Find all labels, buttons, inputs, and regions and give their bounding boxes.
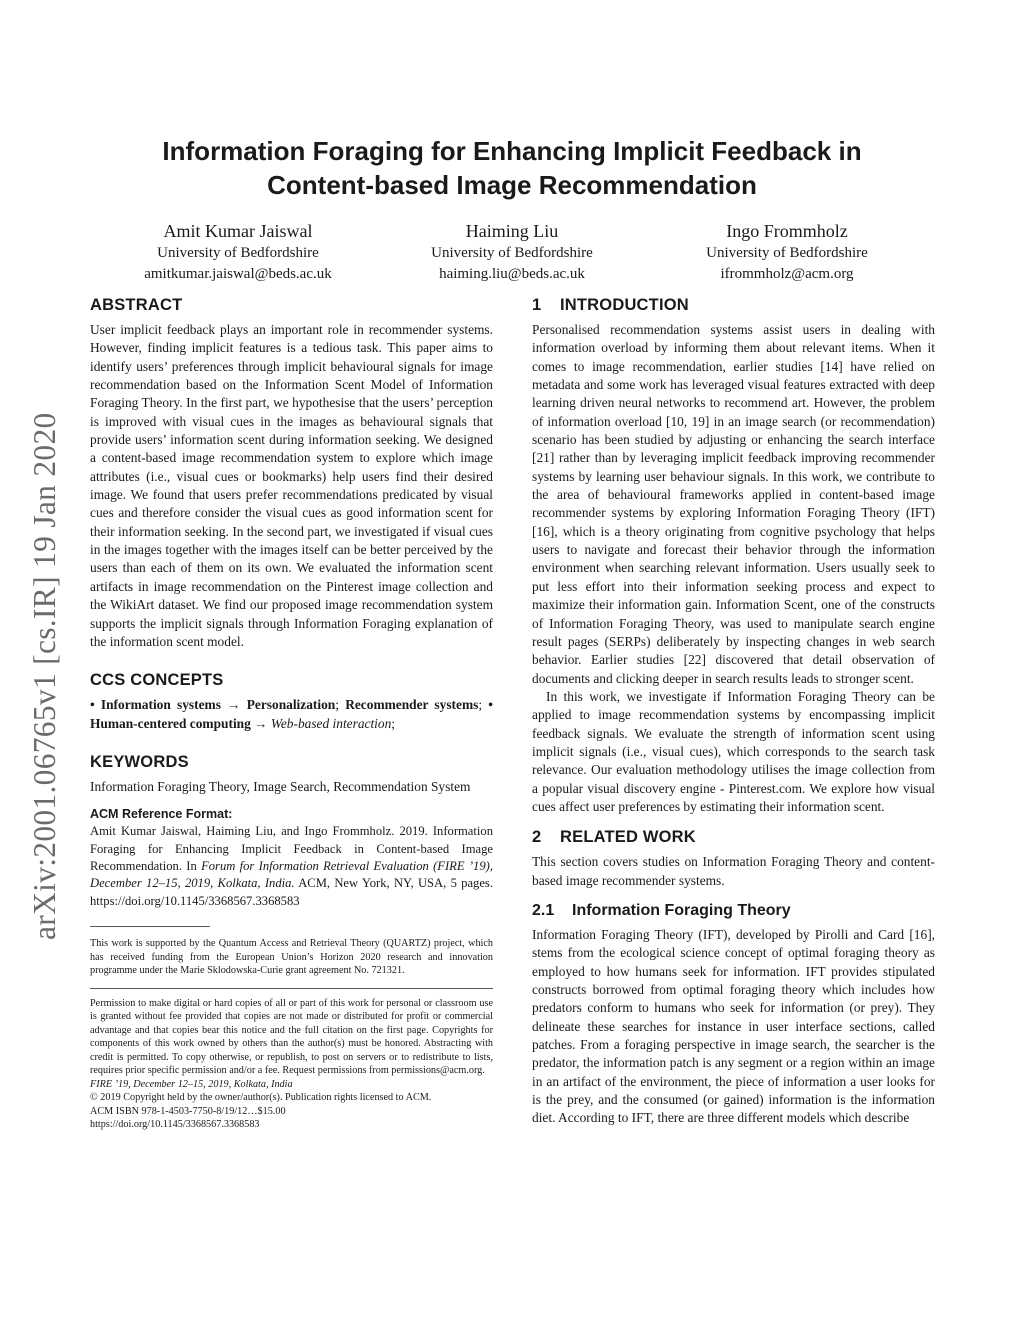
reference-venue: Forum for Information Retrieval Evaluation (FIRE ’19), December 12–15, 2019, Kolkata, India. [90,859,493,891]
related-text: This section covers studies on Information Foraging Theory and content-based image recommender systems. [532,854,935,888]
section-title: Information Foraging Theory [572,901,791,919]
ccs-separator: ; [391,715,396,731]
keywords-heading: KEYWORDS [90,752,189,771]
footnote-rule [90,926,210,927]
reference-text: ACM, New York, NY, USA, 5 pages. https://doi.org/10.1145/3368567.3368583 [90,876,493,908]
ccs-arrow: → [227,697,241,713]
section-title: INTRODUCTION [560,296,689,314]
intro-paragraph-1: Personalised recommendation systems assist users in dealing with information overload by informing them about relevant items. When it comes to image recommendation, earlier studies [14] have relied on metadata and some work has leveraged visual features extracted with deep learning driven neural networks to recommend art. However, the problem of information overload [10, 19] in an image search (or recommendation) scenario has been studied by adjusting or enhancing the search interface [21] rather than by leveraging implicit feedback improving recommender systems by learning user behaviour signals. In this work, we contribute to the area of behavioural frameworks applied in content-based image recommender systems by exploring Information Foraging Theory (IFT) [16], which is a theory originating from cognitive psychology that helps users to navigate and forecast their behavior through the information environment when searching relevant information. Users usually seek to put less effort into their information seeking process and expect to maximize their information gain. Information Scent, one of the constructs of Information Foraging Theory, was used to manipulate search engine result pages (SERPs) deliberately by inspecting changes in web search behavior. Earlier studies [22] discovered that detail observation of documents and clicking deeper in search results leads to stronger scent. [532,322,935,686]
author-email: ifrommholz@acm.org [720,265,854,282]
arxiv-stamp: arXiv:2001.06765v1 [cs.IR] 19 Jan 2020 [27,412,62,940]
section-number: 2 [532,828,542,847]
ccs-bullet-1: • Information systems [90,697,221,713]
author-email: amitkumar.jaiswal@beds.ac.uk [144,265,332,282]
ccs-arrow: → [254,715,268,731]
copyright-text: © 2019 Copyright held by the owner/author(s). Publication rights licensed to ACM. [90,1092,432,1104]
ccs-separator: ; [478,697,483,713]
section-number: 2.1 [532,901,555,919]
section-number: 1 [532,296,542,314]
reference-format-heading: ACM Reference Format: [90,807,233,822]
title-line-1: Information Foraging for Enhancing Implicit Feedback in [162,136,862,166]
author-3 [652,219,922,284]
author-affiliation: University of Bedfordshire [157,245,319,261]
permission-block [90,997,493,1132]
right-column [532,294,935,1128]
author-affiliation: University of Bedfordshire [431,245,593,261]
ccs-concept: Personalization [246,697,336,713]
author-name: Ingo Frommholz [726,221,848,241]
paper-title [110,134,914,202]
ift-heading [532,900,935,921]
ccs-concept: Recommender systems [345,697,479,713]
related-heading [532,826,935,848]
permission-rule [90,988,493,989]
author-1 [103,219,373,284]
ccs-bullet-2: • Human-centered computing [90,697,493,731]
isbn-text: ACM ISBN 978-1-4503-7750-8/19/12…$15.00 [90,1105,286,1117]
permission-text: Permission to make digital or hard copies of all or part of this work for personal or classroom use is granted without fee provided that copies are not made or distributed for profit or commercial advantage and that copies bear this notice and the full citation on the first page. Copyrights for components of this work owned by others than the author(s) must be honored. Abstracting with credit is permitted. To copy otherwise, or republish, to post on servers or to redistribute to lists, requires prior specific permission and/or a fee. Request permissions from permissions@acm.org. [90,997,493,1077]
ccs-text [90,696,493,733]
intro-heading [532,294,935,316]
ccs-concept: Web-based interaction [270,715,392,731]
abstract-text: User implicit feedback plays an important role in recommender systems. However, finding implicit features is a tedious task. This paper aims to identify users’ preferences through implicit behavioural signals for image recommendation based on the Information Scent Model of Information Foraging Theory. In the first part, we hypothesise that the users’ perception is improved with visual cues in the images as behavioural signals that provide users’ information scent during information seeking. We designed a content-based image recommendation system to explore which image attributes (i.e., visual cues or bookmarks) help users find their desired image. We found that users prefer recommendations predicated by visual cues and therefore consider the visual cues as good information scent for their information seeking. In the second part, we investigated if visual cues in the images together with the images itself can be better perceived by the users than each of them on its own. We evaluated the information scent artifacts in image recommendation on the Pinterest image collection and the WikiArt dataset. We find our proposed image recommendation system supports the implicit signals through Information Foraging explanation of the information scent model. [90,322,493,649]
intro-paragraph-2: In this work, we investigate if Information Foraging Theory can be applied to image recommendation systems by encompassing implicit feedback signals. We evaluate the strength of information scent using implicit signals (i.e., visual cues), which corresponds to the search task relevance. Our evaluation methodology utilises the image collection from a popular visual discovery engine - Pinterest.com. We explore how visual cues affect user preferences by estimating their information scent. [532,688,935,814]
author-2 [377,219,647,284]
reference-text: Amit Kumar Jaiswal, Haiming Liu, and Ingo Frommholz. 2019. Information Foraging for Enhancing Implicit Feedback in Content-based Image Recommendation. In [90,824,493,874]
reference-format [90,806,493,910]
funding-note: This work is supported by the Quantum Access and Retrieval Theory (QUARTZ) project, which has received funding from the European Union’s Horizon 2020 research and innovation programme under the Marie Sklodowska-Curie grant agreement No. 721321. [90,938,493,977]
author-name: Haiming Liu [465,221,559,241]
author-name: Amit Kumar Jaiswal [163,221,313,241]
author-affiliation: University of Bedfordshire [706,245,868,261]
doi-text: https://doi.org/10.1145/3368567.3368583 [90,1119,260,1131]
abstract-heading: ABSTRACT [90,296,183,314]
ccs-separator: ; [335,697,339,713]
left-column [90,294,493,1132]
section-title: RELATED WORK [560,828,696,847]
author-email: haiming.liu@beds.ac.uk [439,265,585,282]
keywords-text: Information Foraging Theory, Image Search, Recommendation System [90,778,471,794]
permission-venue: FIRE ’19, December 12–15, 2019, Kolkata, India [90,1078,293,1090]
title-line-2: Content-based Image Recommendation [267,170,757,200]
ccs-heading: CCS CONCEPTS [90,671,224,690]
ift-text: Information Foraging Theory (IFT), developed by Pirolli and Card [16], stems from the ecological science concept of optimal foraging theory as employed to how humans seek for information. IFT provides stipulated constructs borrowed from optimal foraging theory which includes how predators conform to humans who seek for information (or prey). They delineate these searches for instance in user interface sections, called patches. From a foraging perspective in image search, the searcher is the predator, the information patch is any segment or a region within an image in an artifact of the environment, the piece of information a user looks for is the prey, and the consumed (or gained) information is the information diet. According to IFT, there are three different models which describe [532,926,935,1126]
